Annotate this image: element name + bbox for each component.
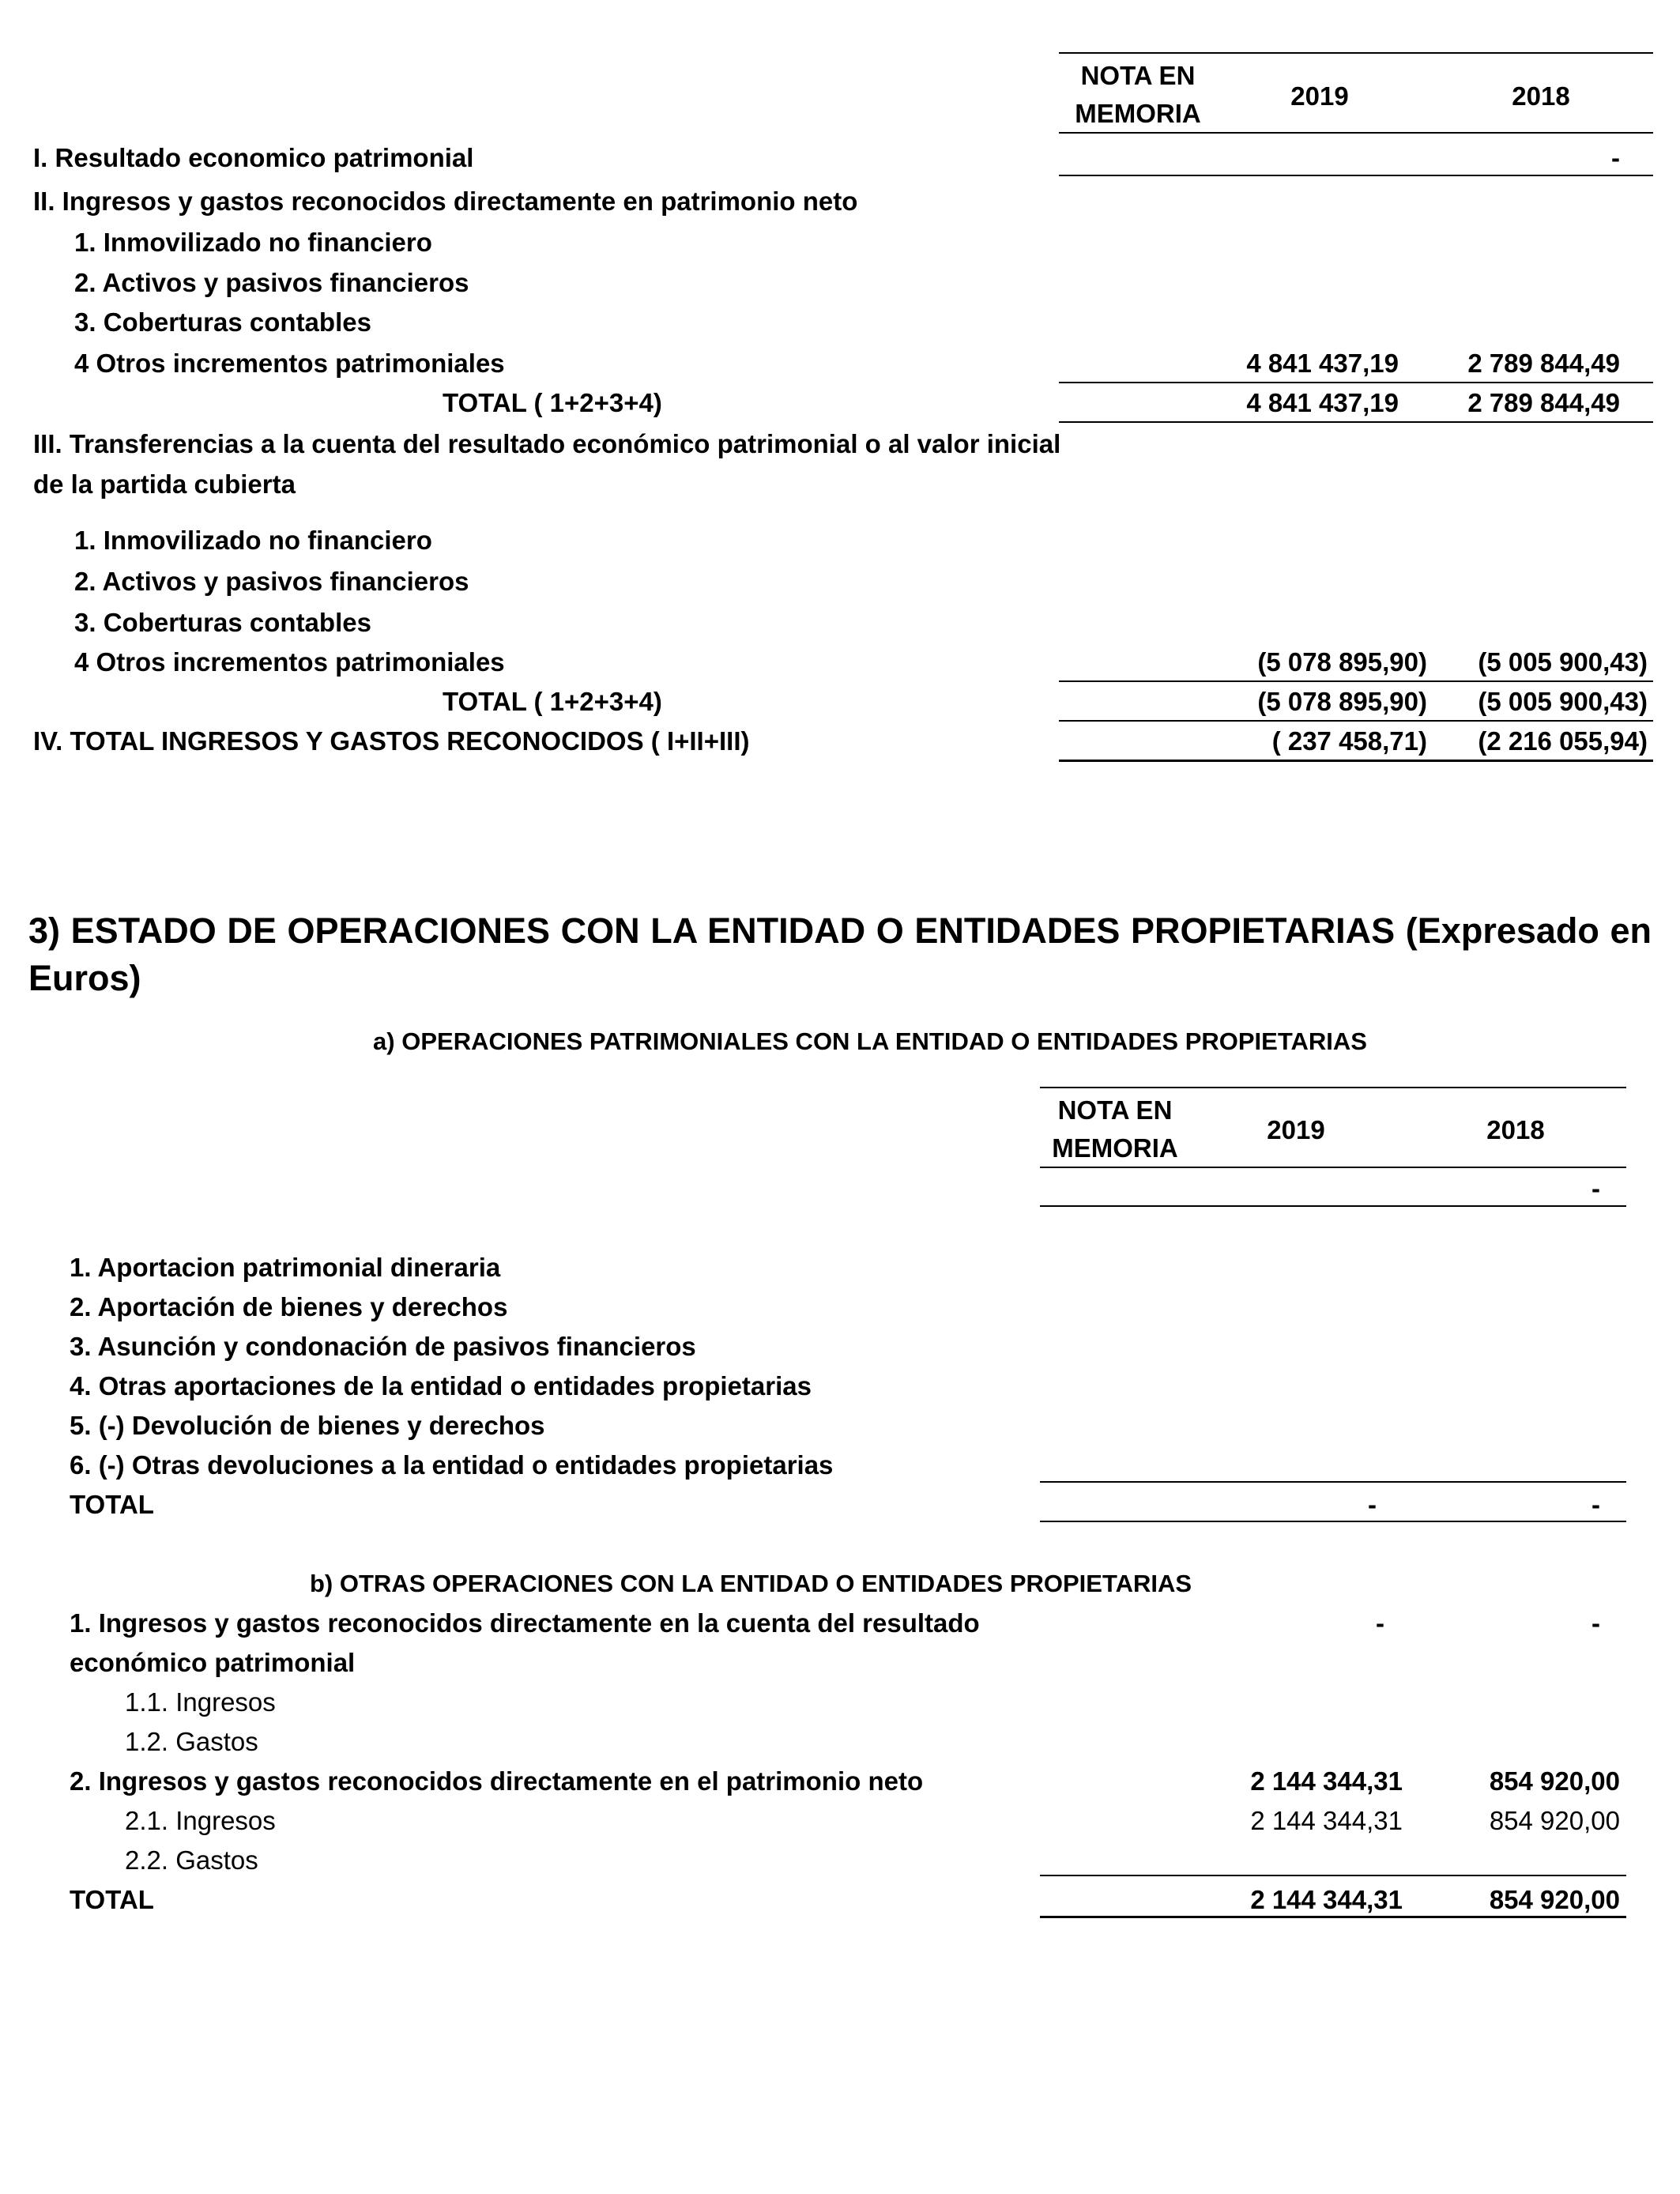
part-b-item-2-1-2018: 854 920,00	[1489, 1806, 1620, 1835]
part-b-total-rule	[1040, 1916, 1626, 1918]
ii-item-3: 3. Coberturas contables	[74, 307, 371, 337]
part-b-subtotal-rule	[1040, 1875, 1626, 1876]
row-II-label: II. Ingresos y gastos reconocidos directamente en patrimonio neto	[33, 187, 858, 216]
part-b-total-2019: 2 144 344,31	[1250, 1885, 1403, 1914]
column-header-nota: NOTA EN MEMORIA	[1075, 61, 1201, 128]
part-b-item-2-1: 2.1. Ingresos	[125, 1806, 276, 1835]
part-b-item-2: 2. Ingresos y gastos reconocidos directamente en el patrimonio neto	[70, 1766, 924, 1796]
iii-item-4-2018: (5 005 900,43)	[1478, 647, 1648, 677]
iii-total-2018: (5 005 900,43)	[1478, 687, 1648, 716]
row-III-label-line2: de la partida cubierta	[33, 469, 296, 499]
iii-subtotal-rule	[1059, 680, 1653, 682]
ii-total-rule	[1059, 421, 1653, 423]
iii-total-label: TOTAL ( 1+2+3+4)	[443, 687, 662, 716]
row-IV-rule	[1059, 760, 1653, 762]
part-b-item-1-line2: económico patrimonial	[70, 1648, 356, 1677]
row-III-label-line1: III. Transferencias a la cuenta del resultado económico patrimonial o al valor inicial	[33, 429, 1061, 458]
part-a-subheader-rule	[1040, 1205, 1626, 1207]
section-3-title: 3) ESTADO DE OPERACIONES CON LA ENTIDAD O ENTIDADES PROPIETARIAS (Expresado en Euros)	[28, 910, 1652, 998]
part-a-total-2019: -	[1368, 1490, 1377, 1519]
part-a-header-top-rule	[1040, 1087, 1626, 1088]
part-b-item-2-2018: 854 920,00	[1489, 1766, 1620, 1796]
iii-total-rule	[1059, 720, 1653, 722]
part-b-total-label: TOTAL	[70, 1885, 154, 1914]
iii-item-2: 2. Activos y pasivos financieros	[74, 567, 469, 596]
part-a-total-label: TOTAL	[70, 1490, 154, 1519]
part-a-header-2018-value: -	[1591, 1174, 1600, 1203]
part-a-column-header-nota: NOTA EN MEMORIA	[1052, 1095, 1178, 1163]
iii-item-1: 1. Inmovilizado no financiero	[74, 526, 432, 555]
column-header-2019: 2019	[1290, 81, 1349, 111]
part-b-item-1-1: 1.1. Ingresos	[125, 1687, 276, 1717]
ii-total-2018: 2 789 844,49	[1467, 388, 1620, 417]
ii-total-label: TOTAL ( 1+2+3+4)	[443, 388, 662, 417]
part-b-item-2-2019: 2 144 344,31	[1250, 1766, 1403, 1796]
part-a-item-4: 4. Otras aportaciones de la entidad o entidades propietarias	[70, 1371, 812, 1400]
part-b-item-2-1-2019: 2 144 344,31	[1250, 1806, 1403, 1835]
row-I-label: I. Resultado economico patrimonial	[33, 143, 474, 172]
part-a-header-bottom-rule	[1040, 1167, 1626, 1168]
part-b-item-2-2: 2.2. Gastos	[125, 1845, 258, 1875]
ii-subtotal-rule	[1059, 382, 1653, 383]
ii-item-4: 4 Otros incrementos patrimoniales	[74, 349, 505, 378]
part-a-title: a) OPERACIONES PATRIMONIALES CON LA ENTIDAD O ENTIDADES PROPIETARIAS	[373, 1027, 1367, 1055]
row-IV-label: IV. TOTAL INGRESOS Y GASTOS RECONOCIDOS ( I+II+III)	[33, 726, 750, 756]
part-a-subtotal-rule	[1040, 1481, 1626, 1483]
column-header-2018: 2018	[1512, 81, 1570, 111]
part-a-item-3: 3. Asunción y condonación de pasivos financieros	[70, 1332, 696, 1361]
part-a-column-header-2018: 2018	[1486, 1115, 1545, 1144]
part-b-title: b) OTRAS OPERACIONES CON LA ENTIDAD O ENTIDADES PROPIETARIAS	[310, 1570, 1192, 1597]
part-b-item-1-2018: -	[1591, 1608, 1600, 1638]
ii-total-2019: 4 841 437,19	[1246, 388, 1399, 417]
part-b-item-1-2: 1.2. Gastos	[125, 1727, 258, 1756]
ii-item-2: 2. Activos y pasivos financieros	[74, 268, 469, 297]
part-a-item-6: 6. (-) Otras devoluciones a la entidad o entidades propietarias	[70, 1450, 834, 1480]
part-a-total-rule	[1040, 1521, 1626, 1522]
part-b-total-2018: 854 920,00	[1489, 1885, 1620, 1914]
iii-total-2019: (5 078 895,90)	[1257, 687, 1427, 716]
iii-item-4: 4 Otros incrementos patrimoniales	[74, 647, 505, 677]
part-a-column-header-2019: 2019	[1267, 1115, 1325, 1144]
row-IV-2018: (2 216 055,94)	[1478, 726, 1648, 756]
part-a-item-5: 5. (-) Devolución de bienes y derechos	[70, 1411, 545, 1440]
row-IV-2019: ( 237 458,71)	[1271, 726, 1427, 756]
ii-item-4-2018: 2 789 844,49	[1467, 349, 1620, 378]
part-a-item-1: 1. Aportacion patrimonial dineraria	[70, 1253, 501, 1282]
part-b-item-1-2019: -	[1376, 1608, 1384, 1638]
ii-item-1: 1. Inmovilizado no financiero	[74, 228, 432, 257]
row-I-rule	[1059, 175, 1653, 176]
part-a-total-2018: -	[1591, 1490, 1600, 1519]
part-b-item-1-line1: 1. Ingresos y gastos reconocidos directamente en la cuenta del resultado	[70, 1608, 980, 1638]
row-I-2018: -	[1611, 143, 1620, 172]
header-top-rule	[1059, 52, 1653, 54]
header-bottom-rule	[1059, 132, 1653, 134]
ii-item-4-2019: 4 841 437,19	[1246, 349, 1399, 378]
iii-item-3: 3. Coberturas contables	[74, 608, 371, 637]
part-a-item-2: 2. Aportación de bienes y derechos	[70, 1292, 508, 1321]
iii-item-4-2019: (5 078 895,90)	[1257, 647, 1427, 677]
